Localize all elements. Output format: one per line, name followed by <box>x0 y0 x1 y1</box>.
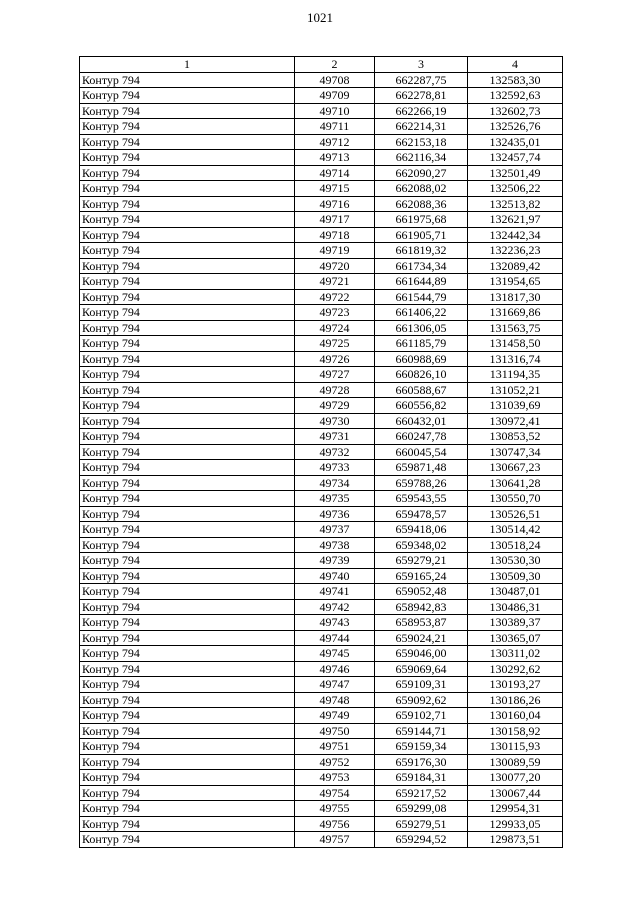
y-coordinate-cell: 131954,65 <box>468 274 563 290</box>
table-row <box>80 305 563 321</box>
point-number-cell: 49738 <box>295 537 375 553</box>
table-row <box>80 646 563 662</box>
y-coordinate-cell: 131669,86 <box>468 305 563 321</box>
table-row <box>80 491 563 507</box>
point-number-cell: 49737 <box>295 522 375 538</box>
contour-name-cell: Контур 794 <box>80 274 295 290</box>
x-coordinate-cell: 662090,27 <box>375 165 468 181</box>
x-coordinate-cell: 659165,24 <box>375 568 468 584</box>
point-number-cell: 49722 <box>295 289 375 305</box>
column-header-1: 1 <box>80 57 295 73</box>
table-row <box>80 460 563 476</box>
point-number-cell: 49753 <box>295 770 375 786</box>
y-coordinate-cell: 132236,23 <box>468 243 563 259</box>
table-row <box>80 134 563 150</box>
contour-name-cell: Контур 794 <box>80 692 295 708</box>
x-coordinate-cell: 659052,48 <box>375 584 468 600</box>
table-row <box>80 165 563 181</box>
table-row <box>80 274 563 290</box>
y-coordinate-cell: 132592,63 <box>468 88 563 104</box>
x-coordinate-cell: 659024,21 <box>375 630 468 646</box>
table-row <box>80 103 563 119</box>
column-header-2: 2 <box>295 57 375 73</box>
y-coordinate-cell: 131316,74 <box>468 351 563 367</box>
y-coordinate-cell: 129933,05 <box>468 816 563 832</box>
point-number-cell: 49731 <box>295 429 375 445</box>
x-coordinate-cell: 659788,26 <box>375 475 468 491</box>
point-number-cell: 49741 <box>295 584 375 600</box>
y-coordinate-cell: 129954,31 <box>468 801 563 817</box>
x-coordinate-cell: 660826,10 <box>375 367 468 383</box>
x-coordinate-cell: 660247,78 <box>375 429 468 445</box>
point-number-cell: 49754 <box>295 785 375 801</box>
contour-name-cell: Контур 794 <box>80 785 295 801</box>
table-row <box>80 429 563 445</box>
x-coordinate-cell: 659478,57 <box>375 506 468 522</box>
y-coordinate-cell: 130526,51 <box>468 506 563 522</box>
y-coordinate-cell: 132442,34 <box>468 227 563 243</box>
table-row <box>80 196 563 212</box>
table-row <box>80 150 563 166</box>
table-row <box>80 553 563 569</box>
x-coordinate-cell: 659176,30 <box>375 754 468 770</box>
x-coordinate-cell: 659092,62 <box>375 692 468 708</box>
table-row <box>80 413 563 429</box>
page-number: 1021 <box>307 10 333 25</box>
point-number-cell: 49708 <box>295 72 375 88</box>
contour-name-cell: Контур 794 <box>80 677 295 693</box>
y-coordinate-cell: 130550,70 <box>468 491 563 507</box>
table-body <box>80 72 563 847</box>
x-coordinate-cell: 659299,08 <box>375 801 468 817</box>
table-row <box>80 630 563 646</box>
contour-name-cell: Контур 794 <box>80 150 295 166</box>
contour-name-cell: Контур 794 <box>80 181 295 197</box>
x-coordinate-cell: 659217,52 <box>375 785 468 801</box>
table-row <box>80 801 563 817</box>
x-coordinate-cell: 661544,79 <box>375 289 468 305</box>
table-row <box>80 739 563 755</box>
x-coordinate-cell: 660432,01 <box>375 413 468 429</box>
y-coordinate-cell: 130853,52 <box>468 429 563 445</box>
coordinates-table <box>79 56 563 848</box>
contour-name-cell: Контур 794 <box>80 599 295 615</box>
table-row <box>80 212 563 228</box>
contour-name-cell: Контур 794 <box>80 553 295 569</box>
point-number-cell: 49729 <box>295 398 375 414</box>
x-coordinate-cell: 661905,71 <box>375 227 468 243</box>
point-number-cell: 49720 <box>295 258 375 274</box>
table-row <box>80 243 563 259</box>
y-coordinate-cell: 130972,41 <box>468 413 563 429</box>
table-row <box>80 599 563 615</box>
point-number-cell: 49710 <box>295 103 375 119</box>
contour-name-cell: Контур 794 <box>80 723 295 739</box>
contour-name-cell: Контур 794 <box>80 336 295 352</box>
point-number-cell: 49739 <box>295 553 375 569</box>
table-row <box>80 661 563 677</box>
x-coordinate-cell: 662116,34 <box>375 150 468 166</box>
column-header-4: 4 <box>468 57 563 73</box>
y-coordinate-cell: 131039,69 <box>468 398 563 414</box>
table-row <box>80 72 563 88</box>
point-number-cell: 49711 <box>295 119 375 135</box>
contour-name-cell: Контур 794 <box>80 212 295 228</box>
contour-name-cell: Контур 794 <box>80 367 295 383</box>
point-number-cell: 49714 <box>295 165 375 181</box>
y-coordinate-cell: 130514,42 <box>468 522 563 538</box>
x-coordinate-cell: 659279,51 <box>375 816 468 832</box>
contour-name-cell: Контур 794 <box>80 661 295 677</box>
contour-name-cell: Контур 794 <box>80 351 295 367</box>
x-coordinate-cell: 659069,64 <box>375 661 468 677</box>
table-row <box>80 692 563 708</box>
point-number-cell: 49716 <box>295 196 375 212</box>
y-coordinate-cell: 130186,26 <box>468 692 563 708</box>
contour-name-cell: Контур 794 <box>80 382 295 398</box>
point-number-cell: 49750 <box>295 723 375 739</box>
point-number-cell: 49726 <box>295 351 375 367</box>
point-number-cell: 49728 <box>295 382 375 398</box>
y-coordinate-cell: 131563,75 <box>468 320 563 336</box>
table-row <box>80 181 563 197</box>
contour-name-cell: Контур 794 <box>80 444 295 460</box>
contour-name-cell: Контур 794 <box>80 134 295 150</box>
point-number-cell: 49751 <box>295 739 375 755</box>
point-number-cell: 49724 <box>295 320 375 336</box>
x-coordinate-cell: 659184,31 <box>375 770 468 786</box>
contour-name-cell: Контур 794 <box>80 708 295 724</box>
table-row <box>80 336 563 352</box>
point-number-cell: 49740 <box>295 568 375 584</box>
table-header-row <box>80 57 563 73</box>
point-number-cell: 49748 <box>295 692 375 708</box>
point-number-cell: 49755 <box>295 801 375 817</box>
contour-name-cell: Контур 794 <box>80 413 295 429</box>
point-number-cell: 49718 <box>295 227 375 243</box>
contour-name-cell: Контур 794 <box>80 72 295 88</box>
point-number-cell: 49719 <box>295 243 375 259</box>
table-row <box>80 444 563 460</box>
contour-name-cell: Контур 794 <box>80 568 295 584</box>
y-coordinate-cell: 130160,04 <box>468 708 563 724</box>
contour-name-cell: Контур 794 <box>80 460 295 476</box>
contour-name-cell: Контур 794 <box>80 88 295 104</box>
x-coordinate-cell: 658942,83 <box>375 599 468 615</box>
y-coordinate-cell: 130641,28 <box>468 475 563 491</box>
x-coordinate-cell: 662088,36 <box>375 196 468 212</box>
x-coordinate-cell: 659418,06 <box>375 522 468 538</box>
y-coordinate-cell: 129873,51 <box>468 832 563 848</box>
contour-name-cell: Контур 794 <box>80 506 295 522</box>
x-coordinate-cell: 659046,00 <box>375 646 468 662</box>
point-number-cell: 49727 <box>295 367 375 383</box>
table-row <box>80 367 563 383</box>
contour-name-cell: Контур 794 <box>80 816 295 832</box>
table-row <box>80 816 563 832</box>
x-coordinate-cell: 659144,71 <box>375 723 468 739</box>
x-coordinate-cell: 659159,34 <box>375 739 468 755</box>
point-number-cell: 49717 <box>295 212 375 228</box>
table-row <box>80 320 563 336</box>
table-row <box>80 351 563 367</box>
y-coordinate-cell: 132089,42 <box>468 258 563 274</box>
y-coordinate-cell: 132526,76 <box>468 119 563 135</box>
table-row <box>80 754 563 770</box>
y-coordinate-cell: 130158,92 <box>468 723 563 739</box>
table-row <box>80 785 563 801</box>
table-row <box>80 615 563 631</box>
y-coordinate-cell: 132501,49 <box>468 165 563 181</box>
x-coordinate-cell: 662088,02 <box>375 181 468 197</box>
table-row <box>80 475 563 491</box>
contour-name-cell: Контур 794 <box>80 646 295 662</box>
table-row <box>80 537 563 553</box>
y-coordinate-cell: 132457,74 <box>468 150 563 166</box>
table-row <box>80 289 563 305</box>
x-coordinate-cell: 659543,55 <box>375 491 468 507</box>
y-coordinate-cell: 130530,30 <box>468 553 563 569</box>
point-number-cell: 49723 <box>295 305 375 321</box>
y-coordinate-cell: 130667,23 <box>468 460 563 476</box>
y-coordinate-cell: 130518,24 <box>468 537 563 553</box>
x-coordinate-cell: 662266,19 <box>375 103 468 119</box>
point-number-cell: 49747 <box>295 677 375 693</box>
point-number-cell: 49752 <box>295 754 375 770</box>
y-coordinate-cell: 131458,50 <box>468 336 563 352</box>
table-row <box>80 88 563 104</box>
contour-name-cell: Контур 794 <box>80 770 295 786</box>
contour-name-cell: Контур 794 <box>80 832 295 848</box>
table-row <box>80 119 563 135</box>
x-coordinate-cell: 661406,22 <box>375 305 468 321</box>
y-coordinate-cell: 130487,01 <box>468 584 563 600</box>
point-number-cell: 49749 <box>295 708 375 724</box>
point-number-cell: 49721 <box>295 274 375 290</box>
point-number-cell: 49709 <box>295 88 375 104</box>
contour-name-cell: Контур 794 <box>80 196 295 212</box>
point-number-cell: 49725 <box>295 336 375 352</box>
x-coordinate-cell: 661306,05 <box>375 320 468 336</box>
y-coordinate-cell: 130115,93 <box>468 739 563 755</box>
y-coordinate-cell: 130389,37 <box>468 615 563 631</box>
table-row <box>80 522 563 538</box>
contour-name-cell: Контур 794 <box>80 491 295 507</box>
y-coordinate-cell: 130067,44 <box>468 785 563 801</box>
y-coordinate-cell: 131194,35 <box>468 367 563 383</box>
x-coordinate-cell: 659279,21 <box>375 553 468 569</box>
contour-name-cell: Контур 794 <box>80 475 295 491</box>
contour-name-cell: Контур 794 <box>80 305 295 321</box>
point-number-cell: 49746 <box>295 661 375 677</box>
x-coordinate-cell: 658953,87 <box>375 615 468 631</box>
point-number-cell: 49757 <box>295 832 375 848</box>
contour-name-cell: Контур 794 <box>80 537 295 553</box>
x-coordinate-cell: 659294,52 <box>375 832 468 848</box>
y-coordinate-cell: 132513,82 <box>468 196 563 212</box>
y-coordinate-cell: 130089,59 <box>468 754 563 770</box>
contour-name-cell: Контур 794 <box>80 429 295 445</box>
contour-name-cell: Контур 794 <box>80 630 295 646</box>
table-row <box>80 584 563 600</box>
y-coordinate-cell: 132621,97 <box>468 212 563 228</box>
contour-name-cell: Контур 794 <box>80 103 295 119</box>
y-coordinate-cell: 130311,02 <box>468 646 563 662</box>
y-coordinate-cell: 130747,34 <box>468 444 563 460</box>
y-coordinate-cell: 132435,01 <box>468 134 563 150</box>
x-coordinate-cell: 659109,31 <box>375 677 468 693</box>
contour-name-cell: Контур 794 <box>80 739 295 755</box>
contour-name-cell: Контур 794 <box>80 615 295 631</box>
x-coordinate-cell: 662278,81 <box>375 88 468 104</box>
point-number-cell: 49745 <box>295 646 375 662</box>
y-coordinate-cell: 132583,30 <box>468 72 563 88</box>
point-number-cell: 49713 <box>295 150 375 166</box>
y-coordinate-cell: 131052,21 <box>468 382 563 398</box>
x-coordinate-cell: 659348,02 <box>375 537 468 553</box>
contour-name-cell: Контур 794 <box>80 119 295 135</box>
x-coordinate-cell: 662153,18 <box>375 134 468 150</box>
x-coordinate-cell: 660045,54 <box>375 444 468 460</box>
point-number-cell: 49733 <box>295 460 375 476</box>
contour-name-cell: Контур 794 <box>80 320 295 336</box>
point-number-cell: 49734 <box>295 475 375 491</box>
contour-name-cell: Контур 794 <box>80 398 295 414</box>
point-number-cell: 49736 <box>295 506 375 522</box>
point-number-cell: 49732 <box>295 444 375 460</box>
table-row <box>80 708 563 724</box>
table-row <box>80 770 563 786</box>
y-coordinate-cell: 130486,31 <box>468 599 563 615</box>
table-row <box>80 832 563 848</box>
table-row <box>80 568 563 584</box>
y-coordinate-cell: 130292,62 <box>468 661 563 677</box>
contour-name-cell: Контур 794 <box>80 584 295 600</box>
contour-name-cell: Контур 794 <box>80 165 295 181</box>
table-row <box>80 723 563 739</box>
point-number-cell: 49743 <box>295 615 375 631</box>
contour-name-cell: Контур 794 <box>80 258 295 274</box>
point-number-cell: 49712 <box>295 134 375 150</box>
y-coordinate-cell: 130193,27 <box>468 677 563 693</box>
y-coordinate-cell: 130077,20 <box>468 770 563 786</box>
table-row <box>80 677 563 693</box>
contour-name-cell: Контур 794 <box>80 801 295 817</box>
x-coordinate-cell: 659102,71 <box>375 708 468 724</box>
contour-name-cell: Контур 794 <box>80 227 295 243</box>
point-number-cell: 49730 <box>295 413 375 429</box>
y-coordinate-cell: 131817,30 <box>468 289 563 305</box>
point-number-cell: 49735 <box>295 491 375 507</box>
column-header-3: 3 <box>375 57 468 73</box>
x-coordinate-cell: 660556,82 <box>375 398 468 414</box>
x-coordinate-cell: 659871,48 <box>375 460 468 476</box>
table-row <box>80 382 563 398</box>
contour-name-cell: Контур 794 <box>80 243 295 259</box>
point-number-cell: 49744 <box>295 630 375 646</box>
x-coordinate-cell: 661734,34 <box>375 258 468 274</box>
x-coordinate-cell: 662287,75 <box>375 72 468 88</box>
table-row <box>80 398 563 414</box>
x-coordinate-cell: 662214,31 <box>375 119 468 135</box>
point-number-cell: 49756 <box>295 816 375 832</box>
y-coordinate-cell: 132602,73 <box>468 103 563 119</box>
contour-name-cell: Контур 794 <box>80 522 295 538</box>
table-row <box>80 258 563 274</box>
x-coordinate-cell: 660588,67 <box>375 382 468 398</box>
x-coordinate-cell: 661819,32 <box>375 243 468 259</box>
x-coordinate-cell: 661185,79 <box>375 336 468 352</box>
table-row <box>80 227 563 243</box>
point-number-cell: 49742 <box>295 599 375 615</box>
table-row <box>80 506 563 522</box>
y-coordinate-cell: 130365,07 <box>468 630 563 646</box>
x-coordinate-cell: 660988,69 <box>375 351 468 367</box>
y-coordinate-cell: 132506,22 <box>468 181 563 197</box>
y-coordinate-cell: 130509,30 <box>468 568 563 584</box>
contour-name-cell: Контур 794 <box>80 754 295 770</box>
point-number-cell: 49715 <box>295 181 375 197</box>
contour-name-cell: Контур 794 <box>80 289 295 305</box>
x-coordinate-cell: 661975,68 <box>375 212 468 228</box>
x-coordinate-cell: 661644,89 <box>375 274 468 290</box>
